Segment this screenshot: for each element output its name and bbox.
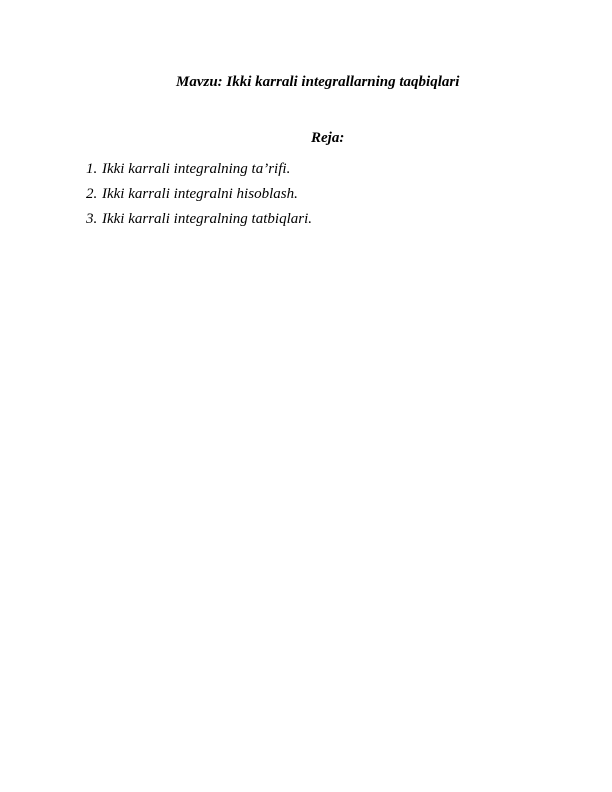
list-item-text: Ikki karrali integralni hisoblash. — [102, 186, 298, 202]
list-item — [86, 157, 312, 182]
document-title: Mavzu: Ikki karrali integrallarning taqbiqlari — [176, 74, 460, 90]
list-item-number: 3. — [86, 211, 98, 227]
list-item — [86, 207, 312, 232]
list-item — [86, 182, 312, 207]
list-item-text: Ikki karrali integralning ta’rifi. — [102, 161, 291, 177]
plan-list — [86, 157, 312, 232]
list-item-number: 2. — [86, 186, 98, 202]
list-item-text: Ikki karrali integralning tatbiqlari. — [102, 211, 312, 227]
list-item-number: 1. — [86, 161, 98, 177]
plan-heading: Reja: — [311, 130, 345, 146]
